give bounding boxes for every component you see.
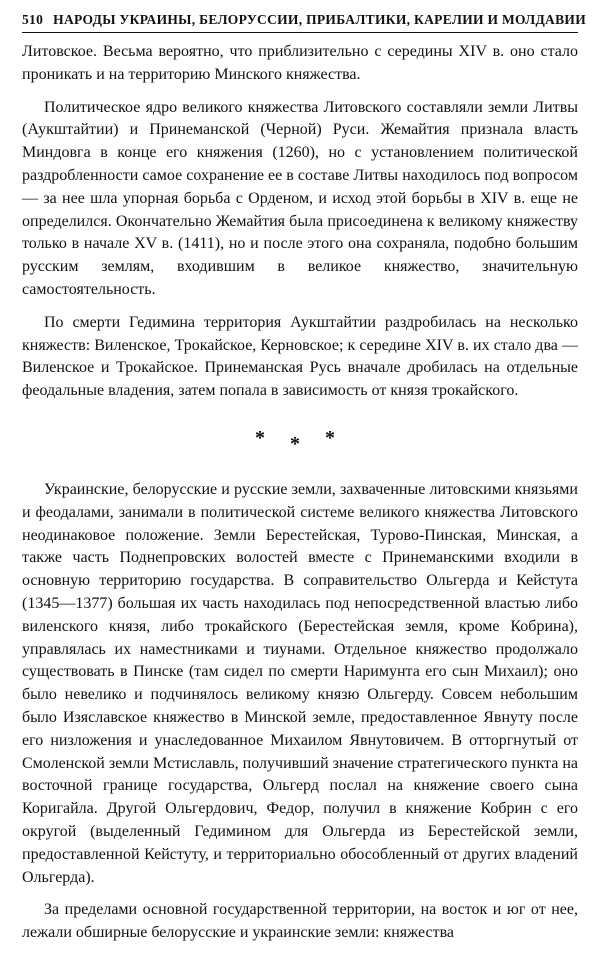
asterisk-middle: * (290, 432, 310, 455)
running-header (22, 12, 587, 33)
paragraph-1: Литовское. Весьма вероятно, что приблизительно с середины XIV в. оно стало проникать и на территорию Минского княжества. (22, 43, 578, 83)
page-number: 510 (22, 12, 44, 27)
running-title: НАРОДЫ УКРАИНЫ, БЕЛОРУССИИ, ПРИБАЛТИКИ, КАРЕЛИИ И МОЛДАВИИ (53, 12, 587, 27)
book-page (22, 12, 587, 955)
asterisk-left: * (255, 426, 275, 449)
paragraph-3: По смерти Гедимина территория Аукштайтии раздробилась на несколько княжеств: Виленское, Трокайское, Керновское; к середине XIV в. их стало два — Виленское и Трокайское. Принеманская Русь вначале дробилась на отдельные феодальные владения, затем попала в зависимость от князя трокайского. (22, 313, 578, 400)
paragraph-4: Украинские, белорусские и русские земли, захваченные литовскими князьями и феодалами, занимали в политической системе великого княжества Литовского неодинаковое положение. Земли Берестейская, Турово-Пинская, Минская, а также часть Поднепровских волостей вместе с Принеманскими входили в основную территорию государства. В соправительство Ольгерда и Кейстута (1345—1377) большая их часть находилась под непосредственной властью либо виленского князя, либо трокайского (Берестейская земля, кроме Кобрина), управлялась их наместниками и тиунами. Отдельное княжество продолжало существовать в Пинске (там сидел по смерти Наримунта его сын Михаил); оно было невелико и подчинялось великому князю Ольгерду. Совсем небольшим было Изяславское княжество в Минской земле, предоставленное Явнуту после его низложения и унаследованное Михаилом Явнутовичем. В отторгнутый от Смоленской земли Мстиславль, получивший значение стратегического пункта на восточной границе государства, Ольгерд послал на княжение своего сына Коригайла. Другой Ольгердович, Федор, получил в княжение Кобрин с его округой (выделенный Гедимином для Ольгерда из Берестейской земли, предоставленной Кейстуту, и территориально обособленный от других владений Ольгерда). (22, 480, 578, 886)
paragraph-5: За пределами основной государственной территории, на восток и юг от нее, лежали обширные белорусские и украинские земли: княжества (22, 901, 578, 942)
section-break-asterisks (22, 427, 578, 471)
paragraph-2: Политическое ядро великого княжества Литовского составляли земли Литвы (Аукштайтии) и Принеманской (Черной) Руси. Жемайтия признала власть Миндовга в конце его княжения (1260), но с установлением политической раздробленности самое сохранение ее в составе Литвы находилось под вопросом — за нее шла упорная борьба с Орденом, и исход этой борьбы в XIV в. еще не определился. Окончательно Жемайтия была присоединена к великому княжеству только в начале XV в. (1411), но и после этого она сохраняла, подобно большим русским землям, входившим в великое княжество, значительную самостоятельность. (22, 98, 578, 298)
asterisk-right: * (325, 426, 345, 449)
